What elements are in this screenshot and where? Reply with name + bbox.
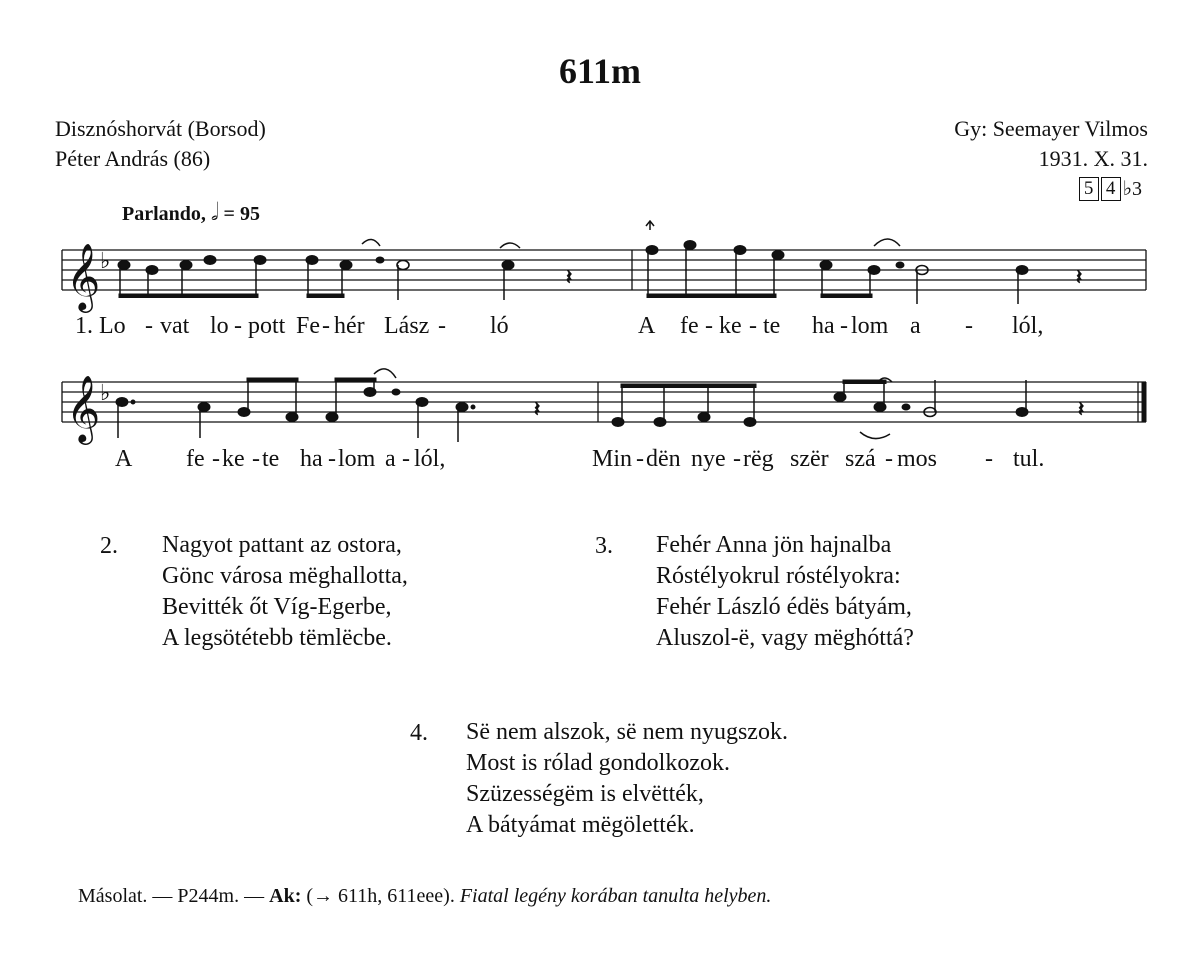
verse-line: Gönc városa mëghallotta, (162, 563, 408, 589)
syllable-hyphen: - (965, 313, 973, 339)
lyric-syllable: ke (222, 446, 245, 472)
half-note-icon: 𝅗𝅥 (210, 200, 219, 226)
tempo-value: = 95 (223, 203, 260, 225)
verse-line: Bevitték őt Víg-Egerbe, (162, 594, 392, 620)
lyric-syllable: te (763, 313, 781, 339)
syllable-hyphen: - (322, 313, 330, 339)
lyric-syllable: a (910, 313, 921, 339)
lyric-syllable: rëg (743, 446, 774, 472)
lyric-syllable: mos (897, 446, 938, 472)
syllable-hyphen: - (328, 446, 336, 472)
lyric-syllable: ló (490, 313, 509, 339)
lyric-syllable: 1. Lo (75, 313, 126, 339)
svg-text:𝄞: 𝄞 (66, 374, 101, 442)
verse-line: Róstélyokrul róstélyokra: (656, 563, 901, 589)
source-footnote (78, 885, 771, 908)
lyric-syllable: A (638, 313, 656, 339)
song-number-title: 611m (558, 51, 641, 91)
collector: Gy: Seemayer Vilmos (954, 116, 1148, 141)
verse-3-text (656, 530, 914, 654)
syllable-hyphen: - (234, 313, 242, 339)
lyric-syllable: tul. (1013, 446, 1045, 472)
lyrics-line-1 (0, 313, 1200, 345)
lyric-syllable: szër (790, 446, 829, 472)
verse-2-number: 2. (100, 533, 118, 559)
syllable-hyphen: - (636, 446, 644, 472)
verse-line: Fehér László édës bátyám, (656, 594, 912, 620)
lyric-syllable: lo (210, 313, 229, 339)
tempo-label: Parlando, (122, 203, 206, 225)
footnote-reference: Másolat. — P244m. — (78, 885, 270, 907)
verse-2-text (162, 530, 408, 654)
lyric-syllable: lom (851, 313, 889, 339)
lyric-syllable: a (385, 446, 396, 472)
svg-text:𝄞: 𝄞 (66, 242, 101, 310)
lyric-syllable: Min (592, 446, 633, 472)
lyric-syllable: ha (300, 446, 323, 472)
cadence-marks (1079, 176, 1142, 201)
syllable-hyphen: - (733, 446, 741, 472)
cadence-box-1: 5 (1079, 177, 1099, 201)
svg-text:♭: ♭ (100, 249, 111, 274)
collection-date: 1931. X. 31. (1038, 146, 1148, 171)
lyric-syllable: Lász (384, 313, 430, 339)
syllable-hyphen: - (438, 313, 446, 339)
verse-4-text (466, 717, 788, 841)
syllable-hyphen: - (749, 313, 757, 339)
footnote-cross-reference: (→ 611h, 611eee). (301, 885, 460, 907)
lyric-syllable: hér (334, 313, 365, 339)
lyric-syllable: nye (691, 446, 726, 472)
svg-text:𝄽: 𝄽 (534, 397, 541, 421)
verse-line: A bátyámat mëgölették. (466, 812, 695, 838)
lyric-syllable: lól, (414, 446, 446, 472)
place-of-collection: Disznóshorvát (Borsod) (55, 116, 266, 141)
verse-line: Most is rólad gondolkozok. (466, 750, 730, 776)
performer: Péter András (86) (55, 146, 211, 171)
svg-text:♭: ♭ (100, 381, 111, 406)
lyric-syllable: ha (812, 313, 835, 339)
syllable-hyphen: - (885, 446, 893, 472)
syllable-hyphen: - (840, 313, 848, 339)
verse-3-number: 3. (595, 533, 613, 559)
lyric-syllable: lól, (1012, 313, 1044, 339)
syllable-hyphen: - (212, 446, 220, 472)
lyric-syllable: te (262, 446, 280, 472)
syllable-hyphen: - (252, 446, 260, 472)
verse-line: A legsötétebb tëmlëcbe. (162, 625, 392, 651)
footnote-ak-label: Ak: (269, 885, 302, 907)
lyric-syllable: fe (186, 446, 205, 472)
verse-line: Szüzességëm is elvëtték, (466, 781, 704, 807)
lyric-syllable: Fe (296, 313, 320, 339)
lyric-syllable: dën (646, 446, 681, 472)
footnote-remark: Fiatal legény korában tanulta helyben. (459, 885, 772, 907)
verse-line: Së nem alszok, së nem nyugszok. (466, 719, 788, 745)
svg-text:𝄽: 𝄽 (1076, 265, 1083, 289)
lyric-syllable: pott (248, 313, 286, 339)
cadence-flat-3: ♭3 (1122, 178, 1142, 200)
lyrics-line-2 (0, 446, 1200, 478)
svg-text:𝄽: 𝄽 (566, 265, 573, 289)
lyric-syllable: szá (845, 446, 876, 472)
syllable-hyphen: - (145, 313, 153, 339)
verse-4-number: 4. (410, 720, 428, 746)
syllable-hyphen: - (705, 313, 713, 339)
lyric-syllable: A (115, 446, 133, 472)
cadence-box-2: 4 (1101, 177, 1121, 201)
verse-line: Nagyot pattant az ostora, (162, 532, 402, 558)
verse-line: Aluszol-ë, vagy mëghóttá? (656, 625, 914, 651)
lyric-syllable: lom (338, 446, 376, 472)
source-info (55, 114, 266, 174)
lyric-syllable: fe (680, 313, 699, 339)
collection-info (954, 114, 1148, 174)
verse-line: Fehér Anna jön hajnalba (656, 532, 892, 558)
syllable-hyphen: - (985, 446, 993, 472)
syllable-hyphen: - (402, 446, 410, 472)
lyric-syllable: ke (719, 313, 742, 339)
svg-text:𝄽: 𝄽 (1078, 397, 1085, 421)
lyric-syllable: vat (160, 313, 190, 339)
